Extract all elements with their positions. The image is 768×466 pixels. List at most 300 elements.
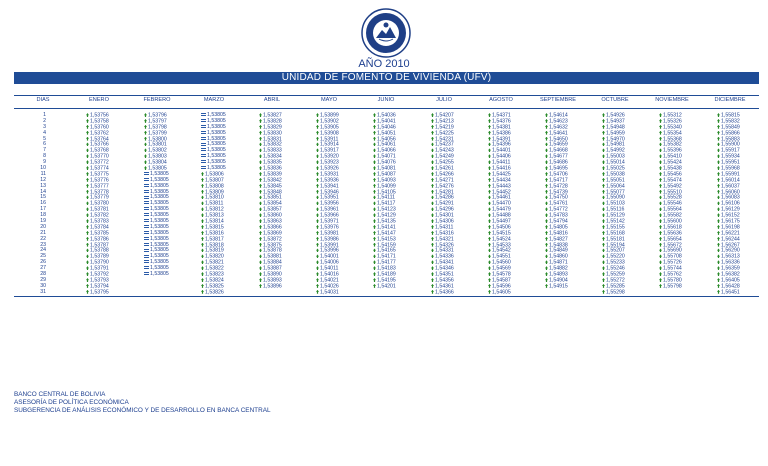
up-arrow-icon [259, 172, 262, 176]
cell-value: 1,53902 [320, 118, 339, 125]
table-row [0, 290, 768, 296]
day-number: 13 [40, 182, 46, 189]
cell-value: 1,54551 [492, 253, 511, 260]
cell-value: 1,55233 [606, 259, 625, 266]
cell-value: 1,54381 [492, 124, 511, 131]
cell-value: 1,54291 [435, 200, 454, 207]
up-arrow-icon [86, 231, 89, 235]
day-number: 31 [40, 288, 46, 295]
up-arrow-icon [545, 166, 548, 170]
up-arrow-icon [201, 260, 204, 264]
cell-value: 1,53827 [263, 112, 282, 119]
up-arrow-icon [259, 207, 262, 211]
up-arrow-icon [488, 284, 491, 288]
cell-value: 1,53829 [263, 124, 282, 131]
up-arrow-icon [201, 284, 204, 288]
up-arrow-icon [259, 113, 262, 117]
cell-value: 1,54871 [549, 259, 568, 266]
cell-value: 1,54105 [377, 188, 396, 195]
day-number: 15 [40, 194, 46, 201]
equal-sign-icon [144, 219, 149, 222]
cell-value: 1,53923 [320, 159, 339, 166]
up-arrow-icon [316, 260, 319, 264]
equal-sign-icon [144, 225, 149, 228]
up-arrow-icon [602, 219, 605, 223]
cell-value: 1,55207 [606, 247, 625, 254]
up-arrow-icon [201, 190, 204, 194]
cell-value: 1,53976 [320, 224, 339, 231]
up-arrow-icon [545, 278, 548, 282]
up-arrow-icon [259, 184, 262, 188]
cell-value: 1,55934 [721, 153, 740, 160]
cell-value: 1,53805 [207, 141, 226, 148]
cell-value: 1,54195 [377, 277, 396, 284]
equal-sign-icon [144, 243, 149, 246]
up-arrow-icon [316, 148, 319, 152]
up-arrow-icon [259, 243, 262, 247]
up-arrow-icon [259, 195, 262, 199]
cell-value: 1,54201 [377, 283, 396, 290]
cell-value: 1,53758 [90, 118, 109, 125]
up-arrow-icon [373, 237, 376, 241]
up-arrow-icon [201, 237, 204, 241]
up-arrow-icon [545, 195, 548, 199]
cell-value: 1,53778 [90, 188, 109, 195]
up-arrow-icon [659, 125, 662, 129]
day-number: 1 [43, 112, 46, 118]
cell-value: 1,54425 [492, 171, 511, 178]
cell-value: 1,55564 [663, 206, 682, 213]
up-arrow-icon [86, 225, 89, 229]
cell-value: 1,53986 [320, 236, 339, 243]
column-header-dias: DIAS [36, 97, 50, 103]
up-arrow-icon [316, 166, 319, 170]
up-arrow-icon [431, 266, 434, 270]
day-number: 2 [43, 117, 46, 124]
cell-value: 1,54076 [377, 159, 396, 166]
cell-value: 1,56221 [721, 230, 740, 237]
cell-value: 1,53805 [150, 200, 169, 207]
up-arrow-icon [659, 248, 662, 252]
up-arrow-icon [144, 142, 147, 146]
cell-value: 1,54237 [435, 141, 454, 148]
cell-value: 1,54046 [377, 124, 396, 131]
up-arrow-icon [488, 160, 491, 164]
cell-value: 1,54533 [492, 241, 511, 248]
up-arrow-icon [659, 213, 662, 217]
up-arrow-icon [316, 154, 319, 158]
up-arrow-icon [86, 213, 89, 217]
cell-value: 1,54443 [492, 183, 511, 190]
up-arrow-icon [201, 201, 204, 205]
cell-value: 1,54386 [492, 130, 511, 137]
up-arrow-icon [545, 160, 548, 164]
cell-value: 1,55492 [663, 183, 682, 190]
day-number: 3 [43, 123, 46, 130]
cell-value: 1,55866 [721, 130, 740, 137]
up-arrow-icon [86, 290, 89, 294]
up-arrow-icon [373, 260, 376, 264]
up-arrow-icon [602, 207, 605, 211]
up-arrow-icon [316, 278, 319, 282]
cell-value: 1,55142 [606, 218, 625, 225]
up-arrow-icon [545, 260, 548, 264]
up-arrow-icon [316, 284, 319, 288]
cell-value: 1,53811 [205, 200, 224, 207]
up-arrow-icon [86, 160, 89, 164]
up-arrow-icon [659, 207, 662, 211]
cell-value: 1,53799 [148, 130, 167, 137]
cell-value: 1,54970 [606, 135, 625, 142]
cell-value: 1,54948 [606, 124, 625, 131]
cell-value: 1,55194 [606, 241, 625, 248]
cell-value: 1,55917 [721, 147, 740, 154]
up-arrow-icon [717, 237, 720, 241]
cell-value: 1,54904 [549, 277, 568, 284]
up-arrow-icon [431, 154, 434, 158]
central-bank-seal-icon [361, 8, 411, 58]
cell-value: 1,53860 [263, 212, 282, 219]
up-arrow-icon [659, 113, 662, 117]
up-arrow-icon [545, 131, 548, 135]
equal-sign-icon [144, 237, 149, 240]
cell-value: 1,54331 [435, 247, 454, 254]
up-arrow-icon [373, 137, 376, 141]
cell-value: 1,54026 [320, 283, 339, 290]
up-arrow-icon [373, 184, 376, 188]
cell-value: 1,54189 [377, 271, 396, 278]
cell-value: 1,53917 [320, 147, 339, 154]
up-arrow-icon [488, 137, 491, 141]
cell-value: 1,55051 [606, 177, 625, 184]
up-arrow-icon [259, 225, 262, 229]
up-arrow-icon [488, 231, 491, 235]
cell-value: 1,54361 [435, 283, 454, 290]
cell-value: 1,55546 [663, 200, 682, 207]
column-header-diciembre: DICIEMBRE [714, 97, 746, 103]
up-arrow-icon [431, 237, 434, 241]
day-number: 27 [40, 265, 46, 272]
cell-value: 1,53848 [263, 188, 282, 195]
up-arrow-icon [316, 125, 319, 129]
column-header-agosto: AGOSTO [489, 97, 513, 103]
cell-value: 1,55618 [663, 224, 682, 231]
cell-value: 1,53792 [90, 271, 109, 278]
cell-value: 1,54677 [549, 153, 568, 160]
cell-value: 1,55382 [663, 141, 682, 148]
column-header-julio: JULIO [436, 97, 452, 103]
cell-value: 1,54750 [549, 194, 568, 201]
cell-value: 1,53818 [205, 241, 224, 248]
cell-value: 1,53981 [320, 230, 339, 237]
up-arrow-icon [201, 231, 204, 235]
up-arrow-icon [431, 148, 434, 152]
column-header-febrero: FEBRERO [143, 97, 171, 103]
up-arrow-icon [488, 125, 491, 129]
up-arrow-icon [316, 119, 319, 123]
cell-value: 1,55220 [606, 253, 625, 260]
up-arrow-icon [316, 172, 319, 176]
up-arrow-icon [201, 184, 204, 188]
cell-value: 1,54147 [377, 230, 396, 237]
cell-value: 1,53815 [205, 224, 224, 231]
footer-department: ASESORÍA DE POLÍTICA ECONÓMICA [14, 399, 129, 406]
cell-value: 1,54596 [492, 283, 511, 290]
up-arrow-icon [659, 172, 662, 176]
cell-value: 1,54056 [377, 135, 396, 142]
up-arrow-icon [431, 125, 434, 129]
cell-value: 1,54668 [549, 147, 568, 154]
up-arrow-icon [545, 154, 548, 158]
cell-value: 1,55654 [663, 236, 682, 243]
up-arrow-icon [431, 201, 434, 205]
up-arrow-icon [659, 137, 662, 141]
up-arrow-icon [259, 119, 262, 123]
cell-value: 1,53807 [205, 177, 224, 184]
up-arrow-icon [488, 190, 491, 194]
cell-value: 1,53809 [205, 188, 224, 195]
up-arrow-icon [86, 266, 89, 270]
cell-value: 1,54506 [492, 224, 511, 231]
up-arrow-icon [316, 131, 319, 135]
equal-sign-icon [144, 266, 149, 269]
cell-value: 1,53808 [205, 183, 224, 190]
cell-value: 1,54882 [549, 265, 568, 272]
cell-value: 1,53831 [263, 135, 282, 142]
cell-value: 1,53760 [90, 124, 109, 131]
up-arrow-icon [488, 172, 491, 176]
up-arrow-icon [86, 137, 89, 141]
cell-value: 1,53941 [320, 183, 339, 190]
cell-value: 1,53786 [90, 236, 109, 243]
cell-value: 1,54524 [492, 236, 511, 243]
up-arrow-icon [373, 142, 376, 146]
up-arrow-icon [431, 248, 434, 252]
cell-value: 1,55368 [663, 135, 682, 142]
cell-value: 1,55636 [663, 230, 682, 237]
up-arrow-icon [602, 248, 605, 252]
up-arrow-icon [431, 195, 434, 199]
up-arrow-icon [717, 160, 720, 164]
cell-value: 1,54717 [549, 177, 568, 184]
cell-value: 1,53805 [150, 223, 169, 230]
cell-value: 1,55991 [721, 171, 740, 178]
up-arrow-icon [545, 142, 548, 146]
cell-value: 1,54301 [435, 212, 454, 219]
cell-value: 1,53805 [150, 235, 169, 242]
cell-value: 1,54051 [377, 130, 396, 137]
up-arrow-icon [373, 213, 376, 217]
day-number: 18 [40, 212, 46, 219]
cell-value: 1,55103 [606, 200, 625, 207]
up-arrow-icon [545, 178, 548, 182]
up-arrow-icon [431, 254, 434, 258]
equal-sign-icon [144, 213, 149, 216]
up-arrow-icon [201, 278, 204, 282]
equal-sign-icon [144, 190, 149, 193]
cell-value: 1,53956 [320, 200, 339, 207]
up-arrow-icon [488, 243, 491, 247]
up-arrow-icon [259, 125, 262, 129]
up-arrow-icon [431, 184, 434, 188]
cell-value: 1,55116 [606, 206, 625, 213]
day-number: 8 [43, 153, 46, 160]
cell-value: 1,54165 [377, 247, 396, 254]
up-arrow-icon [717, 119, 720, 123]
up-arrow-icon [431, 278, 434, 282]
cell-value: 1,54728 [549, 183, 568, 190]
up-arrow-icon [602, 290, 605, 294]
cell-value: 1,53816 [205, 230, 224, 237]
cell-value: 1,53805 [150, 241, 169, 248]
up-arrow-icon [316, 195, 319, 199]
day-number: 29 [40, 276, 46, 283]
cell-value: 1,53805 [207, 153, 226, 160]
up-arrow-icon [259, 142, 262, 146]
cell-value: 1,53777 [90, 183, 109, 190]
cell-value: 1,53780 [90, 200, 109, 207]
up-arrow-icon [488, 225, 491, 229]
cell-value: 1,54231 [435, 135, 454, 142]
cell-value: 1,53790 [90, 259, 109, 266]
cell-value: 1,53782 [90, 212, 109, 219]
day-number: 9 [43, 159, 46, 166]
cell-value: 1,55340 [663, 124, 682, 131]
cell-value: 1,55951 [721, 159, 740, 166]
column-header-marzo: MARZO [203, 97, 225, 103]
up-arrow-icon [259, 231, 262, 235]
up-arrow-icon [602, 131, 605, 135]
cell-value: 1,53834 [263, 153, 282, 160]
up-arrow-icon [602, 190, 605, 194]
up-arrow-icon [259, 260, 262, 264]
cell-value: 1,53819 [205, 247, 224, 254]
cell-value: 1,55312 [663, 112, 682, 119]
column-header-abril: ABRIL [263, 97, 281, 103]
cell-value: 1,55064 [606, 183, 625, 190]
up-arrow-icon [86, 278, 89, 282]
cell-value: 1,54249 [435, 153, 454, 160]
up-arrow-icon [545, 119, 548, 123]
up-arrow-icon [201, 266, 204, 270]
cell-value: 1,56037 [721, 183, 740, 190]
up-arrow-icon [545, 272, 548, 276]
up-arrow-icon [431, 178, 434, 182]
up-arrow-icon [545, 125, 548, 129]
cell-value: 1,54641 [549, 130, 568, 137]
up-arrow-icon [717, 225, 720, 229]
up-arrow-icon [259, 131, 262, 135]
up-arrow-icon [602, 137, 605, 141]
up-arrow-icon [86, 201, 89, 205]
cell-value: 1,54739 [549, 188, 568, 195]
day-number: 12 [40, 176, 46, 183]
cell-value: 1,56175 [721, 218, 740, 225]
cell-value: 1,54123 [377, 206, 396, 213]
up-arrow-icon [717, 243, 720, 247]
up-arrow-icon [86, 125, 89, 129]
up-arrow-icon [431, 225, 434, 229]
cell-value: 1,54321 [435, 236, 454, 243]
up-arrow-icon [488, 142, 491, 146]
cell-value: 1,53813 [205, 212, 224, 219]
up-arrow-icon [144, 125, 147, 129]
cell-value: 1,53863 [263, 218, 282, 225]
cell-value: 1,53781 [90, 206, 109, 213]
up-arrow-icon [431, 231, 434, 235]
cell-value: 1,54816 [549, 230, 568, 237]
cell-value: 1,55090 [606, 194, 625, 201]
up-arrow-icon [373, 131, 376, 135]
cell-value: 1,54296 [435, 206, 454, 213]
up-arrow-icon [659, 225, 662, 229]
up-arrow-icon [488, 119, 491, 123]
cell-value: 1,54006 [320, 259, 339, 266]
header-bottom-rule [14, 108, 759, 109]
up-arrow-icon [488, 266, 491, 270]
equal-sign-icon [144, 201, 149, 204]
column-header-enero: ENERO [89, 97, 109, 103]
cell-value: 1,54061 [377, 141, 396, 148]
cell-value: 1,53805 [150, 182, 169, 189]
cell-value: 1,54849 [549, 247, 568, 254]
cell-value: 1,56267 [721, 241, 740, 248]
cell-value: 1,54376 [492, 118, 511, 125]
cell-value: 1,53810 [205, 194, 224, 201]
up-arrow-icon [373, 154, 376, 158]
up-arrow-icon [602, 272, 605, 276]
cell-value: 1,53764 [90, 135, 109, 142]
up-arrow-icon [316, 237, 319, 241]
up-arrow-icon [659, 166, 662, 170]
cell-value: 1,54129 [377, 212, 396, 219]
cell-value: 1,53821 [205, 259, 224, 266]
up-arrow-icon [602, 201, 605, 205]
up-arrow-icon [488, 131, 491, 135]
equal-sign-icon [201, 154, 206, 157]
up-arrow-icon [86, 272, 89, 276]
up-arrow-icon [545, 237, 548, 241]
cell-value: 1,53805 [150, 265, 169, 272]
cell-value: 1,56083 [721, 194, 740, 201]
up-arrow-icon [144, 154, 147, 158]
cell-value: 1,55298 [606, 289, 625, 296]
day-number: 30 [40, 282, 46, 289]
cell-value: 1,54081 [377, 165, 396, 172]
cell-value: 1,53881 [263, 253, 282, 260]
cell-value: 1,54255 [435, 159, 454, 166]
up-arrow-icon [86, 248, 89, 252]
cell-value: 1,53798 [148, 124, 167, 131]
cell-value: 1,55510 [663, 188, 682, 195]
up-arrow-icon [144, 137, 147, 141]
up-arrow-icon [545, 190, 548, 194]
cell-value: 1,55014 [606, 159, 625, 166]
cell-value: 1,54827 [549, 236, 568, 243]
footer [14, 391, 271, 415]
cell-value: 1,55600 [663, 218, 682, 225]
cell-value: 1,54893 [549, 271, 568, 278]
up-arrow-icon [602, 148, 605, 152]
cell-value: 1,53766 [90, 141, 109, 148]
up-arrow-icon [86, 154, 89, 158]
cell-value: 1,56382 [721, 271, 740, 278]
cell-value: 1,55354 [663, 130, 682, 137]
up-arrow-icon [201, 207, 204, 211]
cell-value: 1,53832 [263, 141, 282, 148]
equal-sign-icon [144, 172, 149, 175]
up-arrow-icon [201, 248, 204, 252]
